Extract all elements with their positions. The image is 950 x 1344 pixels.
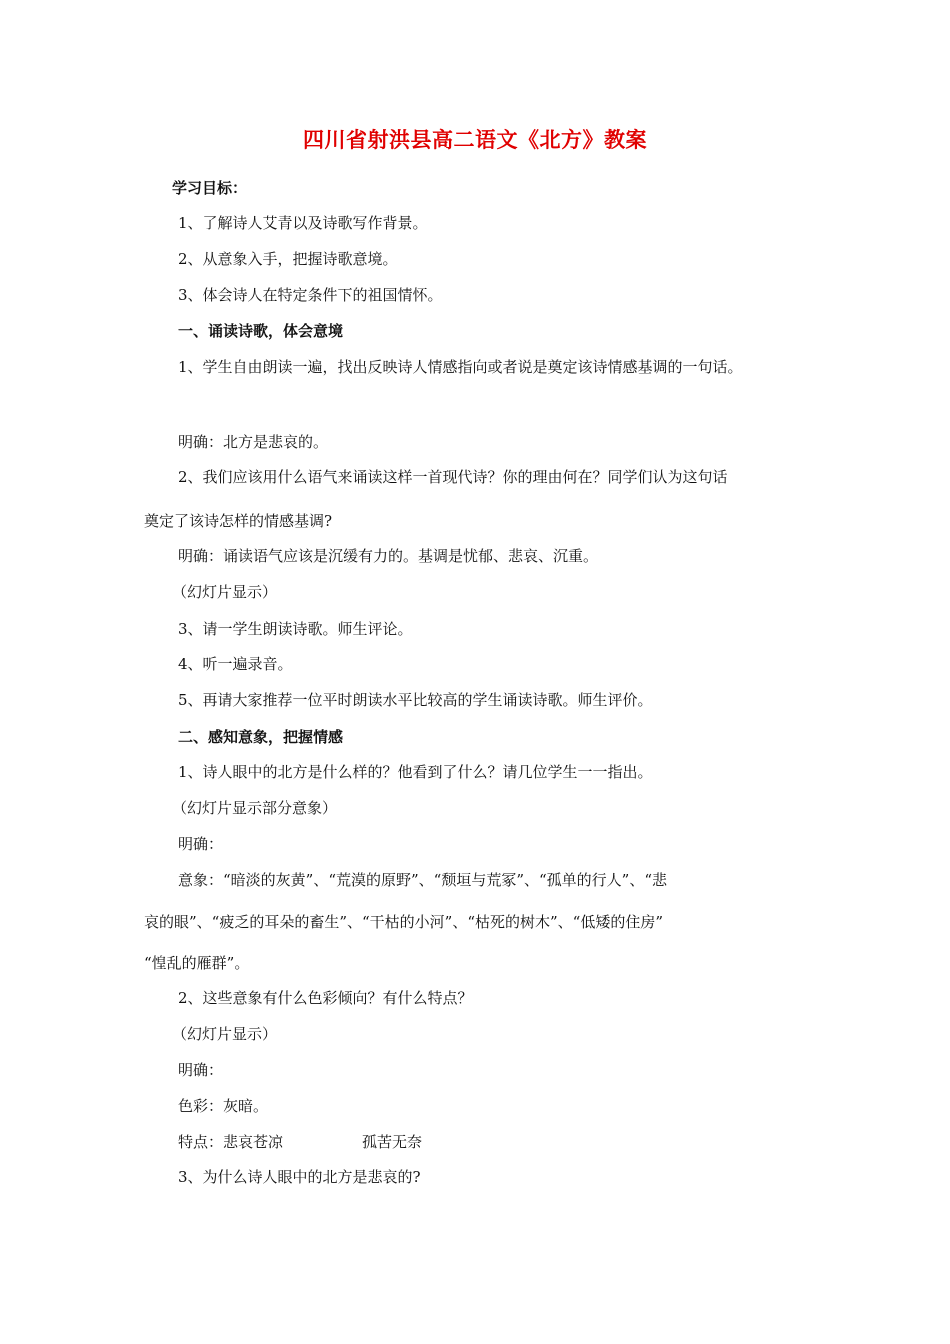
paragraph: 3、体会诗人在特定条件下的祖国情怀。	[178, 286, 443, 304]
paragraph: 5、再请大家推荐一位平时朗读水平比较高的学生诵读诗歌。师生评价。	[178, 691, 653, 709]
paragraph: 孤苦无奈	[362, 1133, 423, 1151]
document-title: 四川省射洪县高二语文《北方》教案	[303, 128, 647, 152]
paragraph: （幻灯片显示）	[172, 583, 278, 601]
paragraph: 1、学生自由朗读一遍，找出反映诗人情感指向或者说是奠定该诗情感基调的一句话。	[178, 358, 743, 376]
paragraph: 1、了解诗人艾青以及诗歌写作背景。	[178, 214, 428, 232]
section-heading-2: 二、感知意象，把握情感	[178, 728, 344, 746]
paragraph: 2、我们应该用什么语气来诵读这样一首现代诗？你的理由何在？同学们认为这句话	[178, 468, 728, 486]
paragraph: 1、诗人眼中的北方是什么样的？他看到了什么？请几位学生一一指出。	[178, 763, 653, 781]
paragraph: 奠定了该诗怎样的情感基调?	[144, 512, 333, 530]
paragraph: 色彩：灰暗。	[178, 1097, 269, 1115]
paragraph: 3、为什么诗人眼中的北方是悲哀的?	[178, 1168, 421, 1186]
paragraph: 哀的眼”、“疲乏的耳朵的畜生”、“干枯的小河”、“枯死的树木”、“低矮的住房”	[144, 913, 664, 931]
section-heading-1: 一、诵读诗歌，体会意境	[178, 322, 344, 340]
paragraph: 3、请一学生朗读诗歌。师生评论。	[178, 620, 413, 638]
paragraph: 意象：“暗淡的灰黄”、“荒漠的原野”、“颓垣与荒冢”、“孤单的行人”、“悲	[178, 871, 668, 889]
paragraph: “惶乱的雁群”。	[144, 954, 250, 972]
paragraph: （幻灯片显示）	[172, 1025, 278, 1043]
paragraph: 明确：北方是悲哀的。	[178, 433, 329, 451]
paragraph: 4、听一遍录音。	[178, 655, 293, 673]
paragraph: 明确：诵读语气应该是沉缓有力的。基调是忧郁、悲哀、沉重。	[178, 547, 599, 565]
paragraph: （幻灯片显示部分意象）	[172, 799, 338, 817]
paragraph: 特点：悲哀苍凉	[178, 1133, 284, 1151]
paragraph: 明确：	[178, 1061, 224, 1079]
paragraph: 明确：	[178, 835, 224, 853]
paragraph: 2、这些意象有什么色彩倾向？有什么特点？	[178, 989, 473, 1007]
section-heading-goals: 学习目标：	[172, 179, 248, 197]
paragraph: 2、从意象入手，把握诗歌意境。	[178, 250, 398, 268]
